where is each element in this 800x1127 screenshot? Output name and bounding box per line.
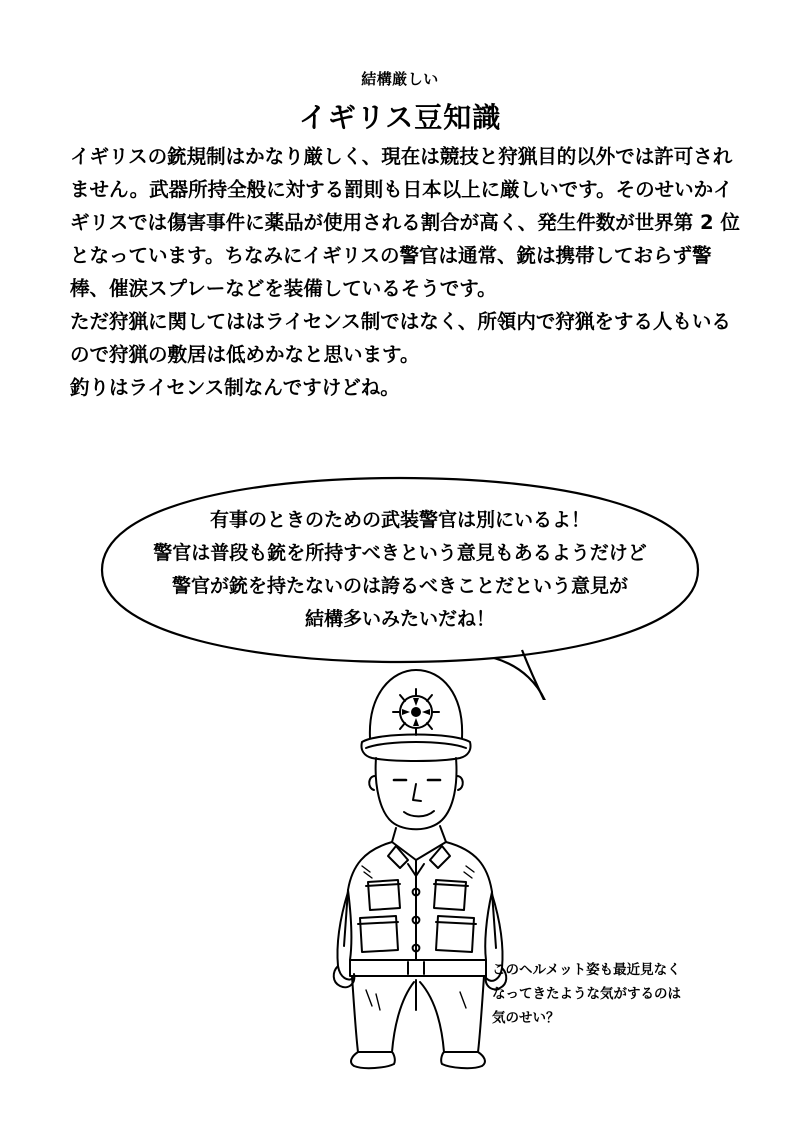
speech-balloon-text bbox=[70, 504, 730, 636]
caption-line-3: 気のせい？ bbox=[492, 1010, 560, 1026]
page-subtitle: 結構厳しい bbox=[361, 70, 439, 88]
body-paragraph-3: 釣りはライセンス制なんですけどね。 bbox=[70, 376, 400, 399]
caption-line-2: なってきたような気がするのは bbox=[492, 986, 681, 1002]
illustration-caption bbox=[492, 958, 742, 1030]
page-title: イギリス豆知識 bbox=[298, 101, 502, 134]
balloon-line-4: 結構多いみたいだね！ bbox=[304, 608, 495, 630]
balloon-line-3: 警官が銃を持たないのは誇るべきことだという意見が bbox=[171, 575, 628, 597]
article-body bbox=[70, 140, 742, 404]
caption-line-1: このヘルメット姿も最近見なく bbox=[492, 962, 681, 978]
balloon-line-2: 警官は普段も銃を所持すべきという意見もあるようだけど bbox=[153, 542, 647, 564]
body-paragraph-2: ただ狩猟に関してははライセンス制ではなく、所領内で狩猟をする人もいるので狩猟の敷居は低めかなと思います。 bbox=[70, 310, 731, 366]
balloon-line-1: 有事のときのための武装警官は別にいるよ！ bbox=[209, 509, 590, 531]
body-paragraph-1: イギリスの銃規制はかなり厳しく、現在は競技と狩猟目的以外では許可されません。武器所持全般に対する罰則も日本以上に厳しいです。そのせいかイギリスでは傷害事件に薬品が使用される割合が高く、発生件数が世界第 2 位となっています。ちなみにイギリスの警官は通常、銃は携帯しておらず警棒、催涙スプレーなどを装備しているそうです。 bbox=[70, 145, 740, 300]
